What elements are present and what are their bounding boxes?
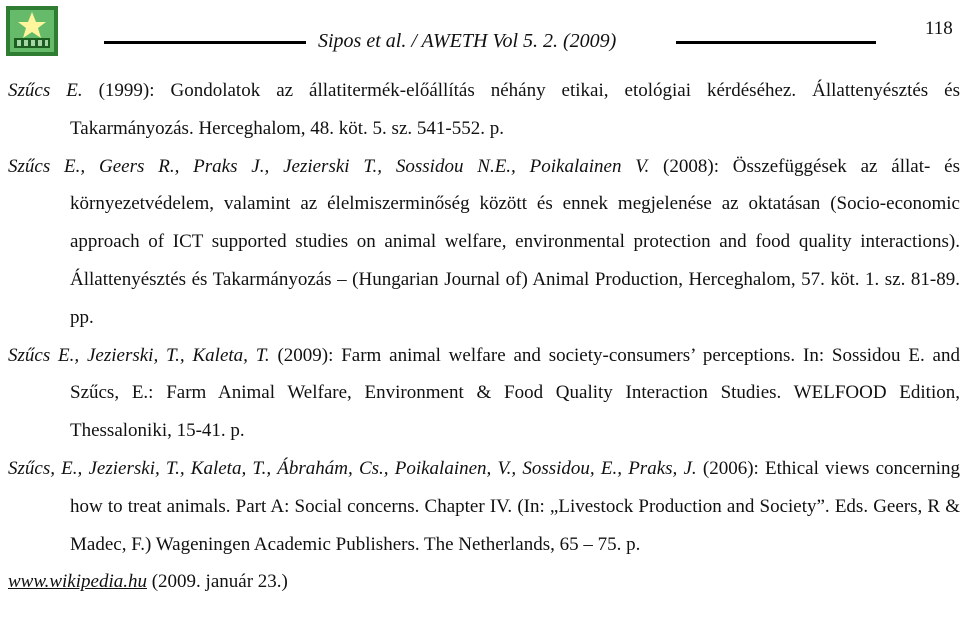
reference-authors: Szűcs, E., Jezierski, T., Kaleta, T., Ábrahám, Cs., Poikalainen, V., Sossidou, E., Praks, J. [8,457,697,479]
wikipedia-link[interactable]: www.wikipedia.hu [8,571,147,593]
reference-authors: Szűcs E., Geers R., Praks J., Jezierski T., Sossidou N.E., Poikalainen V. [8,155,650,177]
reference-entry [0,148,960,337]
header-rule-left [104,41,306,44]
reference-body: (2009): Farm animal welfare and society-consumers’ perceptions. In: Sossidou E. and Szűcs, E.: Farm Animal Welfare, Environment & Food Quality Interaction Studies. WELFOOD Edition, Thessaloniki, 15-41. p. [70,344,960,442]
reference-entry [0,337,960,450]
journal-logo [6,6,58,56]
reference-entry [0,450,960,563]
reference-authors: Szűcs E. [8,80,83,101]
reference-entry [0,563,960,601]
journal-running-head: Sipos et al. / AWETH Vol 5. 2. (2009) [318,30,617,52]
reference-entry [0,72,960,148]
reference-body: (2006): Ethical views concerning how to treat animals. Part A: Social concerns. Chapter IV. (In: „Livestock Production and Society”. Eds. Geers, R & Madec, F.) Wageningen Academic Publishers. The Netherlands, 65 – 75. p. [70,457,960,555]
reference-body: (2008): Összefüggések az állat- és környezetvédelem, valamint az élelmiszerminőség között és ennek megjelenése az oktatásan (Socio-economic approach of ICT supported studies on animal welfare, environmental protection and food quality interactions). Állattenyésztés és Takarmányozás – (Hungarian Journal of) Animal Production, Herceghalom, 57. köt. 1. sz. 81-89. pp. [70,155,960,328]
reference-body: (2009. január 23.) [146,571,288,593]
header-rule-right [676,41,876,44]
page-number: 118 [925,18,953,39]
reference-list [0,72,960,601]
reference-body: (1999): Gondolatok az állatitermék-előállítás néhány etikai, etológiai kérdéséhez. Állattenyésztés és Takarmányozás. Herceghalom, 48. köt. 5. sz. 541-552. p. [70,80,960,139]
reference-authors: Szűcs E., Jezierski, T., Kaleta, T. [8,344,270,366]
